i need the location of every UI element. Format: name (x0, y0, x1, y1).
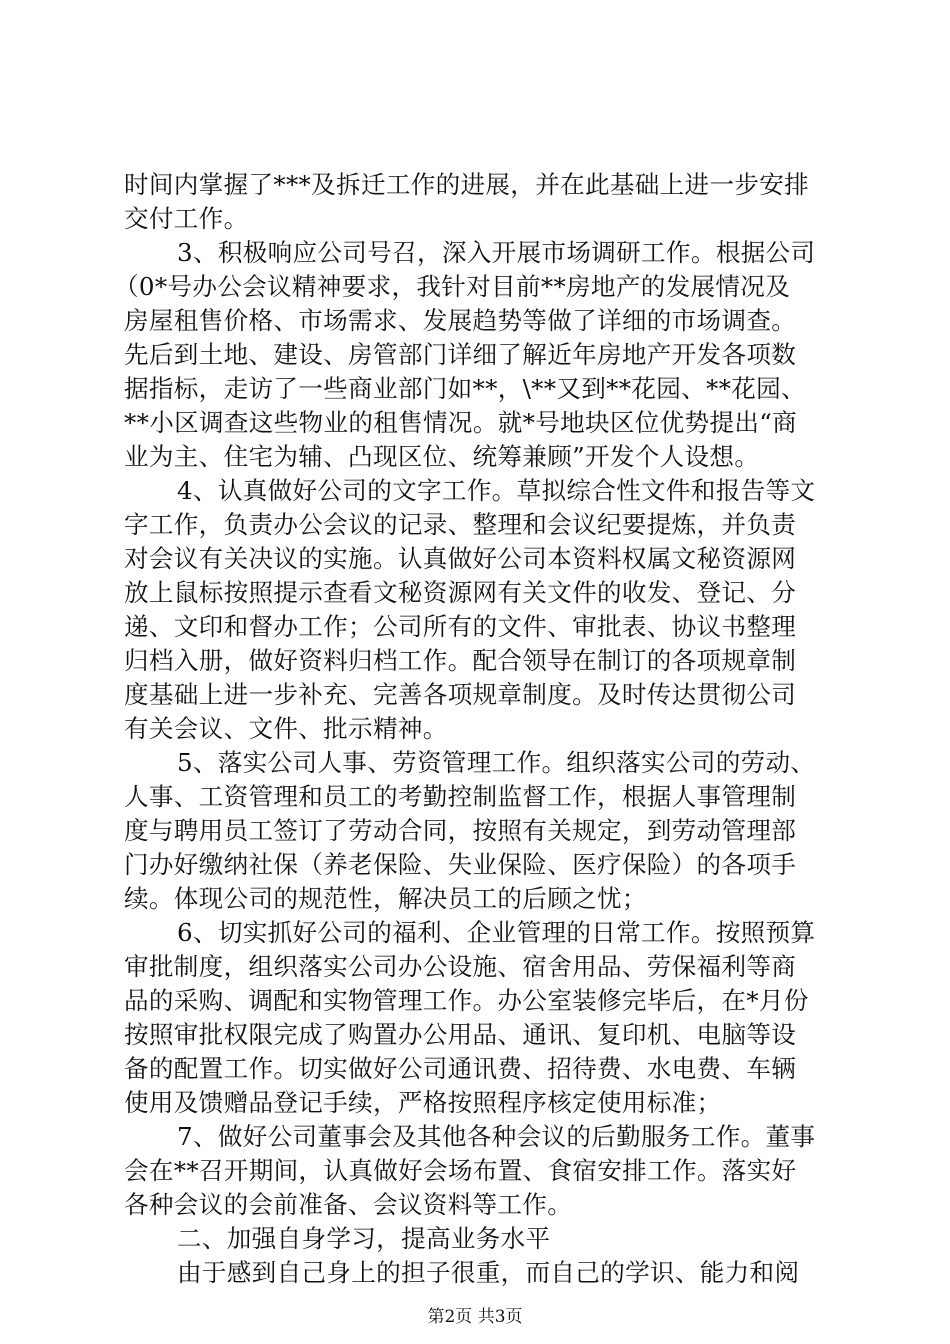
text-line: 对会议有关决议的实施。认真做好公司本资料权属文秘资源网 (124, 544, 797, 573)
text-line: 有关会议、文件、批示精神。 (124, 714, 448, 743)
text-line: 由于感到自己身上的担子很重，而自己的学识、能力和阅 (177, 1258, 800, 1287)
text-line: 6、切实抓好公司的福利、企业管理的日常工作。按照预算 (177, 918, 816, 947)
text-line: 字工作，负责办公会议的记录、整理和会议纪要提炼，并负责 (124, 510, 797, 539)
text-line: 7、做好公司董事会及其他各种会议的后勤服务工作。董事 (177, 1122, 816, 1151)
text-line: 备的配置工作。切实做好公司通讯费、招待费、水电费、车辆 (124, 1054, 797, 1083)
text-line: 先后到土地、建设、房管部门详细了解近年房地产开发各项数 (124, 340, 797, 369)
text-line: 人事、工资管理和员工的考勤控制监督工作，根据人事管理制 (124, 782, 797, 811)
text-line: 据指标，走访了一些商业部门如**，\**又到**花园、**花园、 (124, 374, 806, 403)
text-line: 5、落实公司人事、劳资管理工作。组织落实公司的劳动、 (177, 748, 816, 777)
text-line: 归档入册，做好资料归档工作。配合领导在制订的各项规章制 (124, 646, 797, 675)
text-line: 续。体现公司的规范性，解决员工的后顾之忧； (124, 884, 647, 913)
text-line: 度与聘用员工签订了劳动合同，按照有关规定，到劳动管理部 (124, 816, 797, 845)
text-line: 交付工作。 (124, 204, 249, 233)
text-line: 审批制度，组织落实公司办公设施、宿舍用品、劳保福利等商 (124, 952, 797, 981)
text-line: 按照审批权限完成了购置办公用品、通讯、复印机、电脑等设 (124, 1020, 797, 1049)
text-line: 使用及馈赠品登记手续，严格按照程序核定使用标准； (124, 1088, 722, 1117)
text-line: 各种会议的会前准备、会议资料等工作。 (124, 1190, 573, 1219)
text-line: 4、认真做好公司的文字工作。草拟综合性文件和报告等文 (177, 476, 816, 505)
text-line: 会在**召开期间，认真做好会场布置、食宿安排工作。落实好 (124, 1156, 797, 1185)
section-heading: 二、加强自身学习，提高业务水平 (177, 1224, 551, 1253)
text-line: 放上鼠标按照提示查看文秘资源网有关文件的收发、登记、分 (124, 578, 797, 607)
text-line: （0*号办公会议精神要求，我针对目前**房地产的发展情况及 (114, 272, 791, 301)
text-line: 3、积极响应公司号召，深入开展市场调研工作。根据公司 (177, 238, 816, 267)
text-line: 业为主、住宅为辅、凸现区位、统筹兼顾”开发个人设想。 (124, 442, 760, 471)
text-line: 时间内掌握了***及拆迁工作的进展，并在此基础上进一步安排 (124, 170, 810, 199)
text-line: 房屋租售价格、市场需求、发展趋势等做了详细的市场调查。 (124, 306, 797, 335)
text-line: **小区调查这些物业的租售情况。就*号地块区位优势提出“商 (124, 408, 798, 437)
text-line: 门办好缴纳社保（养老保险、失业保险、医疗保险）的各项手 (124, 850, 797, 879)
page-footer: 第2页 共3页 (427, 1307, 523, 1327)
text-line: 递、文印和督办工作；公司所有的文件、审批表、协议书整理 (124, 612, 797, 641)
text-line: 度基础上进一步补充、完善各项规章制度。及时传达贯彻公司 (124, 680, 797, 709)
text-line: 品的采购、调配和实物管理工作。办公室装修完毕后，在*月份 (124, 986, 809, 1015)
